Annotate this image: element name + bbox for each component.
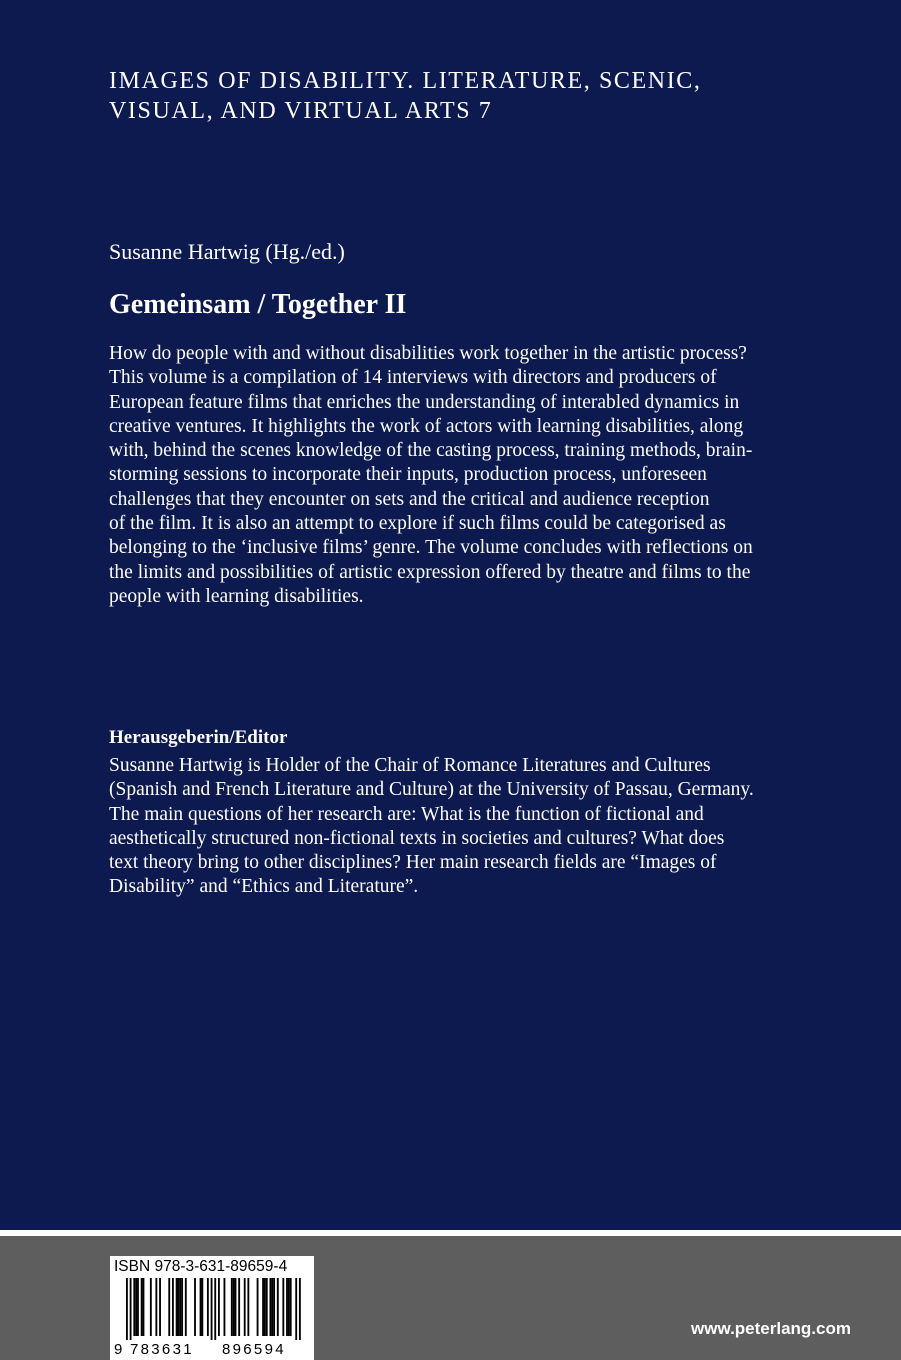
blurb-line: This volume is a compilation of 14 interviews with directors and producers of	[109, 367, 717, 389]
barcode-image	[110, 1278, 314, 1340]
barcode-guard-bar	[295, 1278, 297, 1340]
ean-first-digit: 9	[114, 1341, 123, 1358]
barcode-bar	[257, 1278, 259, 1336]
blurb-line: people with learning disabilities.	[109, 585, 364, 607]
barcode-bar	[233, 1278, 235, 1336]
footer-band	[0, 1236, 901, 1360]
barcode-bar	[262, 1278, 264, 1336]
blurb-line: belonging to the ‘inclusive films’ genre. The volume concludes with reflections on	[109, 537, 753, 559]
barcode-bar	[238, 1278, 240, 1336]
blurb-line: How do people with and without disabilities work together in the artistic process?	[109, 343, 747, 364]
barcode-bar	[286, 1278, 288, 1336]
ean-digits	[110, 1340, 314, 1360]
barcode-bar	[270, 1278, 272, 1336]
blurb-line: the limits and possibilities of artistic expression offered by theatre and films to the	[109, 561, 751, 583]
barcode-label	[110, 1256, 314, 1360]
bio-line: The main questions of her research are: What is the function of fictional and	[109, 803, 704, 825]
barcode-bar	[181, 1278, 183, 1336]
ean-right-digits: 896594	[222, 1341, 286, 1358]
bio-line: text theory bring to other disciplines? Her main research fields are “Images of	[109, 852, 717, 874]
barcode-bar	[266, 1278, 268, 1336]
barcode-guard-bar	[299, 1278, 301, 1340]
barcode-guard-bar	[214, 1278, 216, 1340]
barcode-bar	[290, 1278, 292, 1336]
book-title: Gemeinsam / Together II	[109, 289, 407, 320]
bio-line: Susanne Hartwig is Holder of the Chair of Romance Literatures and Cultures	[109, 755, 711, 776]
blurb-text	[109, 342, 869, 609]
barcode-bar	[143, 1278, 145, 1336]
bio-line: Disability” and “Ethics and Literature”.	[109, 876, 419, 898]
series-title-line: VISUAL, AND VIRTUAL ARTS 7	[109, 98, 493, 124]
barcode-bar	[133, 1278, 135, 1336]
barcode-bar	[247, 1278, 249, 1336]
barcode-bar	[150, 1278, 152, 1336]
barcode-bar	[201, 1278, 203, 1336]
barcode-bar	[273, 1278, 275, 1336]
blurb-line: European feature films that enriches the understanding of interabled dynamics in	[109, 391, 740, 413]
bio-heading: Herausgeberin/Editor	[109, 727, 288, 748]
barcode-bar	[244, 1278, 246, 1336]
blurb-line: storming sessions to incorporate their inputs, production process, unforeseen	[109, 464, 707, 486]
barcode-guard-bar	[126, 1278, 128, 1340]
barcode-bar	[194, 1278, 196, 1336]
barcode-bar	[179, 1278, 181, 1336]
editor-name: Susanne Hartwig (Hg./ed.)	[109, 239, 345, 264]
publisher-website: www.peterlang.com	[691, 1319, 851, 1338]
barcode-bar	[178, 1278, 180, 1336]
blurb-line: of the film. It is also an attempt to explore if such films could be categorised as	[109, 513, 726, 535]
series-title-line: IMAGES OF DISABILITY. LITERATURE, SCENIC,	[109, 68, 702, 94]
barcode-bar	[277, 1278, 279, 1336]
barcode-bar	[231, 1278, 233, 1336]
barcode-guard-bar	[211, 1278, 213, 1340]
bio-line: aesthetically structured non-fictional texts in societies and cultures? What does	[109, 827, 725, 849]
barcode-bar	[271, 1278, 273, 1336]
ean-left-digits: 783631	[130, 1341, 194, 1358]
barcode-guard-bar	[130, 1278, 132, 1340]
blurb-line: creative ventures. It highlights the work of actors with learning disabilities, along	[109, 415, 744, 437]
barcode-bar	[159, 1278, 161, 1336]
bio-line: (Spanish and French Literature and Culture) at the University of Passau, Germany.	[109, 779, 754, 801]
barcode-bar	[224, 1278, 226, 1336]
barcode-bar	[282, 1278, 284, 1336]
barcode-bar	[168, 1278, 170, 1336]
isbn-number: ISBN 978-3-631-89659-4	[114, 1258, 288, 1275]
blurb-line: challenges that they encounter on sets and the critical and audience reception	[109, 488, 710, 510]
barcode-bar	[155, 1278, 157, 1336]
barcode-bar	[135, 1278, 137, 1336]
series-title	[109, 66, 829, 126]
blurb-line: with, behind the scenes knowledge of the casting process, training methods, brain-	[109, 440, 753, 462]
barcode-bar	[137, 1278, 139, 1336]
barcode-bar	[172, 1278, 174, 1336]
barcode-bar	[141, 1278, 143, 1336]
barcode-bar	[185, 1278, 187, 1336]
bio-text	[109, 754, 869, 900]
barcode-bar	[235, 1278, 237, 1336]
barcode-bar	[207, 1278, 209, 1336]
barcode-bar	[288, 1278, 290, 1336]
barcode-bar	[200, 1278, 202, 1336]
barcode-bar	[176, 1278, 178, 1336]
barcode-bar	[218, 1278, 220, 1336]
barcode-bar	[264, 1278, 266, 1336]
